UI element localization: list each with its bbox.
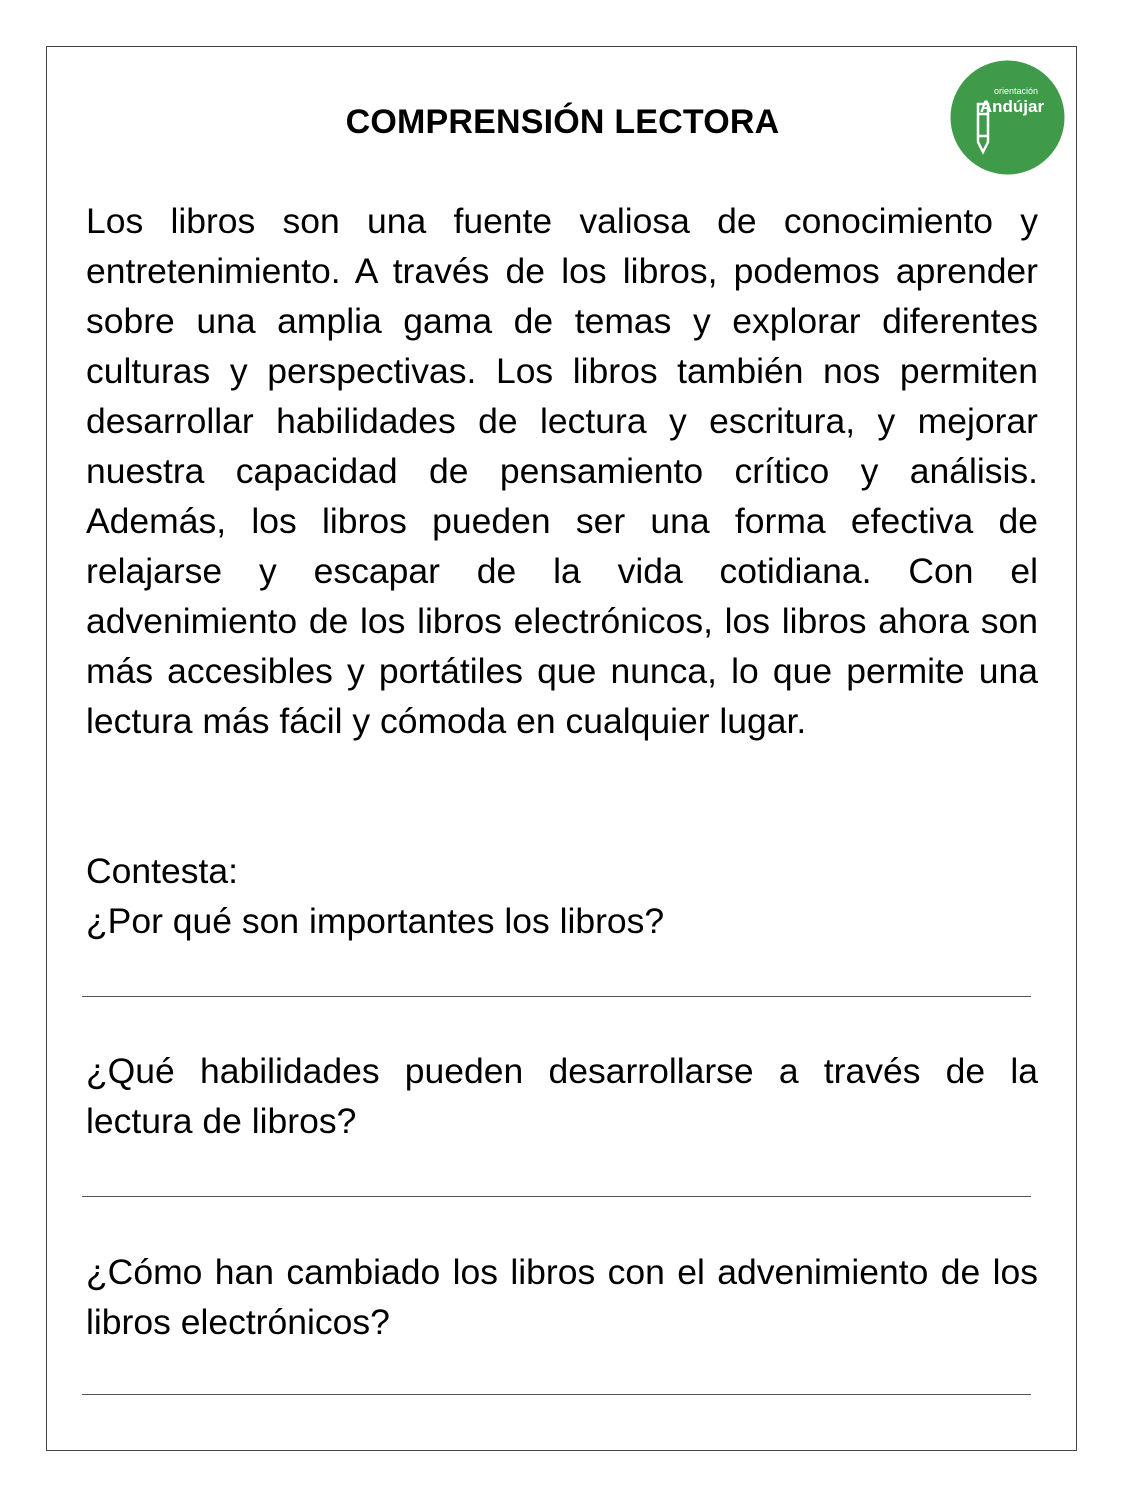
- question-2: ¿Qué habilidades pueden desarrollarse a través de la lectura de libros?: [86, 1051, 1038, 1141]
- answer-line-2[interactable]: [82, 1196, 1031, 1197]
- logo-small-text: orientación: [993, 86, 1039, 96]
- reading-passage: Los libros son una fuente valiosa de conocimiento y entretenimiento. A través de los libros, podemos aprender sobre una amplia gama de temas y explorar diferentes culturas y perspectivas. Los libros también nos permiten desarrollar habilidades de lectura y escritura, y mejorar nuestra capacidad de pensamiento crítico y análisis. Además, los libros pueden ser una forma efectiva de relajarse y escapar de la vida cotidiana. Con el advenimiento de los libros electrónicos, los libros ahora son más accesibles y portátiles que nunca, lo que permite una lectura más fácil y cómoda en cualquier lugar.: [86, 201, 1038, 741]
- instruction-label: Contesta:: [86, 851, 238, 891]
- answer-line-1[interactable]: [82, 996, 1031, 997]
- question-1: ¿Por qué son importantes los libros?: [86, 901, 665, 941]
- answer-line-3[interactable]: [82, 1394, 1031, 1395]
- page-title: COMPRENSIÓN LECTORA: [345, 103, 780, 141]
- question-3: ¿Cómo han cambiado los libros con el advenimiento de los libros electrónicos?: [86, 1252, 1038, 1342]
- logo-brand-text: Andújar: [979, 97, 1045, 116]
